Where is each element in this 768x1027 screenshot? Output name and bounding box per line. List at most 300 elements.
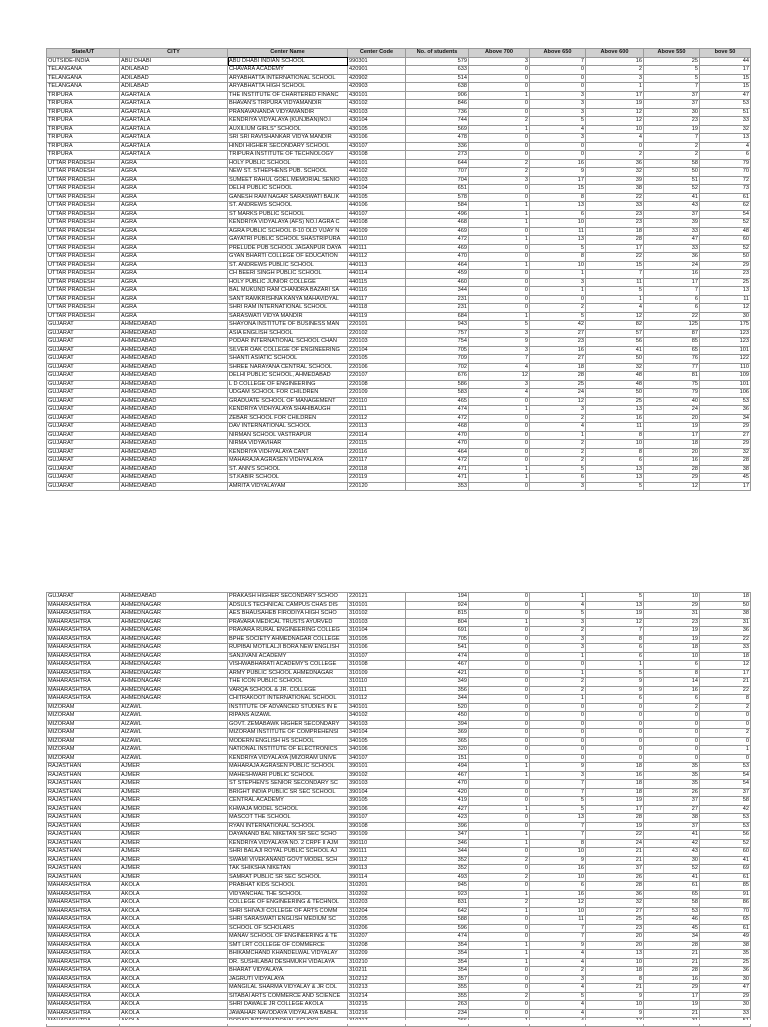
table-cell[interactable]: 0	[469, 142, 530, 151]
table-cell[interactable]: MAHARASHTRA	[47, 610, 120, 619]
table-cell[interactable]: 42	[700, 805, 751, 814]
table-cell[interactable]: 0	[469, 737, 530, 746]
table-cell[interactable]: MAHARASHTRA	[47, 924, 120, 933]
table-cell[interactable]: 12	[530, 397, 586, 406]
table-cell[interactable]: 1	[530, 695, 586, 704]
table-cell[interactable]: 25	[700, 278, 751, 287]
table-cell[interactable]: 25	[586, 916, 644, 925]
table-cell[interactable]: 25	[644, 57, 700, 66]
table-cell[interactable]: 0	[469, 304, 530, 313]
table-cell[interactable]: TRIPURA	[47, 108, 120, 117]
table-cell[interactable]: 754	[406, 338, 469, 347]
table-cell[interactable]: 6	[700, 151, 751, 160]
table-cell[interactable]: 6	[530, 474, 586, 483]
table-cell[interactable]: KENDRIYA VIDHYALAYA CANT	[228, 448, 348, 457]
table-cell[interactable]: 17	[530, 176, 586, 185]
table-cell[interactable]: GUJARAT	[47, 346, 120, 355]
table-cell[interactable]: AKOLA	[120, 1001, 228, 1010]
table-cell[interactable]: 0	[469, 669, 530, 678]
table-cell[interactable]: BAL MUKUND RAM CHANDRA BAZARI SA	[228, 287, 348, 296]
table-cell[interactable]: 470	[406, 780, 469, 789]
table-cell[interactable]: 310201	[348, 882, 406, 891]
table-cell[interactable]: 47	[644, 236, 700, 245]
table-cell[interactable]: 10	[530, 219, 586, 228]
table-cell[interactable]: 815	[406, 610, 469, 619]
table-cell[interactable]: 12	[700, 661, 751, 670]
table-cell[interactable]: AGRA	[120, 261, 228, 270]
table-cell[interactable]: UTTAR PRADESH	[47, 312, 120, 321]
table-cell[interactable]: 2	[530, 448, 586, 457]
table-cell[interactable]: 220113	[348, 423, 406, 432]
table-cell[interactable]: AGRA PUBLIC SCHOOL 8-10 OLD VIJAY N	[228, 227, 348, 236]
table-cell[interactable]: MAHARASHTRA	[47, 678, 120, 687]
table-cell[interactable]: NIRMAN SCHOOL VASTRAPUR	[228, 431, 348, 440]
table-cell[interactable]: 17	[644, 992, 700, 1001]
table-cell[interactable]: 0	[469, 66, 530, 75]
table-cell[interactable]: AGARTALA	[120, 134, 228, 143]
table-cell[interactable]: 0	[530, 661, 586, 670]
table-cell[interactable]: 37	[586, 865, 644, 874]
table-cell[interactable]: 8	[530, 193, 586, 202]
table-cell[interactable]: 28	[586, 882, 644, 891]
table-cell[interactable]: 60	[700, 848, 751, 857]
table-cell[interactable]: 58	[644, 899, 700, 908]
table-cell[interactable]: 8	[700, 695, 751, 704]
table-cell[interactable]: 18	[586, 780, 644, 789]
table-cell[interactable]: 32	[586, 363, 644, 372]
table-cell[interactable]: 310210	[348, 958, 406, 967]
table-cell[interactable]: 4	[530, 1009, 586, 1018]
table-cell[interactable]: 51	[700, 108, 751, 117]
table-cell[interactable]: RAJASTHAN	[47, 831, 120, 840]
table-cell[interactable]: 2	[586, 151, 644, 160]
table-cell[interactable]: 18	[700, 593, 751, 602]
table-cell[interactable]: AHMEDABAD	[120, 355, 228, 364]
table-cell[interactable]: 1	[469, 474, 530, 483]
table-cell[interactable]: 474	[406, 652, 469, 661]
table-cell[interactable]: 53	[700, 397, 751, 406]
table-cell[interactable]: 1	[469, 958, 530, 967]
table-cell[interactable]: MODERN ENGLISH HS SCHOOL	[228, 737, 348, 746]
table-cell[interactable]: UTTAR PRADESH	[47, 159, 120, 168]
table-cell[interactable]: AGARTALA	[120, 91, 228, 100]
table-cell[interactable]: 5	[530, 797, 586, 806]
table-cell[interactable]: 310211	[348, 967, 406, 976]
table-cell[interactable]: 9	[530, 941, 586, 950]
table-cell[interactable]: 0	[469, 933, 530, 942]
table-cell[interactable]: 23	[700, 270, 751, 279]
table-cell[interactable]: 19	[586, 610, 644, 619]
table-cell[interactable]: MAHARASHTRA	[47, 890, 120, 899]
table-cell[interactable]: 151	[406, 754, 469, 763]
table-cell[interactable]: 28	[700, 457, 751, 466]
table-cell[interactable]: SUMEET RAHUL GOEL MEMORIAL SENIO	[228, 176, 348, 185]
table-cell[interactable]: 3	[530, 482, 586, 491]
table-cell[interactable]: 676	[406, 372, 469, 381]
table-cell[interactable]: 3	[469, 329, 530, 338]
table-cell[interactable]: 336	[406, 142, 469, 151]
table-cell[interactable]: AKOLA	[120, 941, 228, 950]
table-cell[interactable]: 0	[469, 610, 530, 619]
table-cell[interactable]: 440104	[348, 185, 406, 194]
table-cell[interactable]: 0	[530, 703, 586, 712]
table-cell[interactable]: 0	[469, 814, 530, 823]
table-cell[interactable]: 123	[700, 329, 751, 338]
table-cell[interactable]: AJMER	[120, 822, 228, 831]
table-cell[interactable]: 91	[700, 890, 751, 899]
table-cell[interactable]: 41	[644, 831, 700, 840]
table-cell[interactable]: 19	[586, 822, 644, 831]
table-cell[interactable]: 54	[700, 210, 751, 219]
table-cell[interactable]: 6	[530, 210, 586, 219]
table-cell[interactable]: 2	[469, 899, 530, 908]
table-cell[interactable]: NEW ST. STHEPHENS PUB. SCHOOL	[228, 168, 348, 177]
table-cell[interactable]: 35	[700, 950, 751, 959]
table-cell[interactable]: 10	[586, 1001, 644, 1010]
table-cell[interactable]: 16	[644, 975, 700, 984]
table-cell[interactable]: GUJARAT	[47, 431, 120, 440]
table-cell[interactable]: 310107	[348, 652, 406, 661]
table-cell[interactable]: 220107	[348, 372, 406, 381]
table-cell[interactable]: 420901	[348, 66, 406, 75]
table-cell[interactable]: 7	[530, 780, 586, 789]
table-cell[interactable]: 0	[469, 151, 530, 160]
table-cell[interactable]: 30	[644, 108, 700, 117]
table-cell[interactable]: 440105	[348, 193, 406, 202]
table-cell[interactable]: 231	[406, 295, 469, 304]
table-cell[interactable]: MAHARASHTRA	[47, 652, 120, 661]
table-cell[interactable]: 220117	[348, 457, 406, 466]
table-cell[interactable]: 3	[530, 618, 586, 627]
table-cell[interactable]: MAHESHWARI PUBLIC SCHOOL	[228, 771, 348, 780]
table-cell[interactable]: 3	[530, 91, 586, 100]
table-cell[interactable]: GANESH RAM NAGAR SARASWATI BALIK	[228, 193, 348, 202]
table-cell[interactable]: 0	[469, 134, 530, 143]
table-cell[interactable]: 12	[586, 108, 644, 117]
table-cell[interactable]: 430107	[348, 142, 406, 151]
table-cell[interactable]: AKOLA	[120, 1009, 228, 1018]
table-cell[interactable]: SMT LRT COLLEGE OF COMMERCE	[228, 941, 348, 950]
table-cell[interactable]: 0	[469, 916, 530, 925]
table-cell[interactable]: 440113	[348, 261, 406, 270]
table-cell[interactable]: 220112	[348, 414, 406, 423]
table-cell[interactable]: 390105	[348, 797, 406, 806]
table-cell[interactable]: GUJARAT	[47, 593, 120, 602]
table-cell[interactable]: AIZAWL	[120, 703, 228, 712]
table-cell[interactable]: 460	[406, 278, 469, 287]
table-cell[interactable]: MAHARASHTRA	[47, 644, 120, 653]
table-cell[interactable]: KENDRIYA VIDYALAYA NO. 2 CRPF II AJM	[228, 839, 348, 848]
table-cell[interactable]: 21	[644, 1009, 700, 1018]
table-cell[interactable]: SAMRAT PUBLIC SR SEC SCHOOL	[228, 873, 348, 882]
table-cell[interactable]: AHMEDABAD	[120, 457, 228, 466]
table-cell[interactable]: 13	[700, 287, 751, 296]
table-cell[interactable]: 1	[469, 406, 530, 415]
table-cell[interactable]: AJMER	[120, 865, 228, 874]
table-cell[interactable]: AJMER	[120, 831, 228, 840]
table-cell[interactable]: 39	[586, 176, 644, 185]
table-cell[interactable]: UTTAR PRADESH	[47, 253, 120, 262]
table-cell[interactable]: TRIPURA	[47, 117, 120, 126]
table-cell[interactable]: AKOLA	[120, 899, 228, 908]
table-cell[interactable]: 11	[530, 227, 586, 236]
table-cell[interactable]: NIRMA VIDYAVIHAR	[228, 440, 348, 449]
table-cell[interactable]: PRABHAT KIDS SCHOOL	[228, 882, 348, 891]
table-cell[interactable]: 520	[406, 703, 469, 712]
table-cell[interactable]: 18	[586, 788, 644, 797]
table-cell[interactable]: 1	[586, 295, 644, 304]
table-cell[interactable]: ST MARKS PUBLIC SCHOOL	[228, 210, 348, 219]
table-cell[interactable]: 24	[644, 261, 700, 270]
table-cell[interactable]: GYAN BHARTI COLLEGE OF EDUCATION	[228, 253, 348, 262]
table-cell[interactable]: AHMEDABAD	[120, 321, 228, 330]
table-cell[interactable]: DAV INTERNATIONAL SCHOOL	[228, 423, 348, 432]
table-cell[interactable]: 0	[586, 712, 644, 721]
table-cell[interactable]: AGRA	[120, 159, 228, 168]
table-cell[interactable]: 3	[469, 380, 530, 389]
table-cell[interactable]: AKOLA	[120, 958, 228, 967]
table-cell[interactable]: 33	[644, 227, 700, 236]
table-cell[interactable]: 0	[469, 627, 530, 636]
table-cell[interactable]: 19	[586, 797, 644, 806]
table-cell[interactable]: 33	[700, 1009, 751, 1018]
table-cell[interactable]: UTTAR PRADESH	[47, 219, 120, 228]
table-cell[interactable]: 369	[406, 729, 469, 738]
table-cell[interactable]: 263	[406, 1001, 469, 1010]
table-cell[interactable]: RAJASTHAN	[47, 805, 120, 814]
table-cell[interactable]: 125	[644, 321, 700, 330]
table-cell[interactable]: 390101	[348, 763, 406, 772]
table-cell[interactable]: 394	[406, 720, 469, 729]
table-cell[interactable]: 50	[586, 355, 644, 364]
table-cell[interactable]: 2	[586, 66, 644, 75]
table-cell[interactable]: RAJASTHAN	[47, 873, 120, 882]
table-cell[interactable]: 37	[644, 822, 700, 831]
table-cell[interactable]: 2	[469, 117, 530, 126]
table-cell[interactable]: AGRA	[120, 244, 228, 253]
table-cell[interactable]: 72	[700, 176, 751, 185]
table-cell[interactable]: 340106	[348, 746, 406, 755]
table-cell[interactable]: 17	[586, 805, 644, 814]
table-cell[interactable]: 220110	[348, 397, 406, 406]
table-cell[interactable]: 220101	[348, 321, 406, 330]
table-cell[interactable]: 70	[700, 907, 751, 916]
table-cell[interactable]: UTTAR PRADESH	[47, 287, 120, 296]
table-cell[interactable]: AHMEDABAD	[120, 380, 228, 389]
table-cell[interactable]: 34	[644, 933, 700, 942]
table-cell[interactable]: 467	[406, 771, 469, 780]
table-cell[interactable]: 81	[644, 372, 700, 381]
table-cell[interactable]: 22	[586, 253, 644, 262]
table-cell[interactable]: 31	[700, 618, 751, 627]
table-cell[interactable]: 0	[469, 635, 530, 644]
table-cell[interactable]: 421	[406, 669, 469, 678]
table-cell[interactable]: 651	[406, 185, 469, 194]
table-cell[interactable]: 220106	[348, 363, 406, 372]
table-cell[interactable]: 220115	[348, 440, 406, 449]
table-cell[interactable]: RUPIBAI MOTILALJI BORA NEW ENGLISH	[228, 644, 348, 653]
table-cell[interactable]: ARMY PUBLIC SCHOOL AHMEDNAGAR	[228, 669, 348, 678]
table-cell[interactable]: CHITRAKOOT INTERNATIONAL SCHOOL	[228, 695, 348, 704]
table-cell[interactable]: GUJARAT	[47, 329, 120, 338]
table-cell[interactable]: 459	[406, 270, 469, 279]
table-cell[interactable]: AKOLA	[120, 907, 228, 916]
table-cell[interactable]: 53	[644, 907, 700, 916]
table-cell[interactable]: 9	[469, 338, 530, 347]
table-cell[interactable]: 2	[644, 703, 700, 712]
table-cell[interactable]: 1	[469, 202, 530, 211]
table-cell[interactable]: 702	[406, 363, 469, 372]
table-cell[interactable]: 27	[586, 907, 644, 916]
table-cell[interactable]: 0	[469, 287, 530, 296]
table-cell[interactable]: 36	[700, 627, 751, 636]
table-cell[interactable]: 1	[469, 907, 530, 916]
table-cell[interactable]: 354	[406, 967, 469, 976]
table-cell[interactable]: 18	[530, 363, 586, 372]
table-cell[interactable]: 0	[586, 729, 644, 738]
table-cell[interactable]: AHMEDABAD	[120, 338, 228, 347]
table-cell[interactable]: 76	[644, 355, 700, 364]
table-cell[interactable]: GUJARAT	[47, 372, 120, 381]
table-cell[interactable]: 3	[530, 278, 586, 287]
table-cell[interactable]: 52	[644, 865, 700, 874]
table-cell[interactable]: 28	[586, 814, 644, 823]
table-cell[interactable]: 390110	[348, 839, 406, 848]
table-cell[interactable]: 1	[530, 287, 586, 296]
table-cell[interactable]: 8	[530, 253, 586, 262]
table-cell[interactable]: 10	[530, 848, 586, 857]
table-cell[interactable]: 1	[469, 839, 530, 848]
table-cell[interactable]: 0	[469, 253, 530, 262]
table-cell[interactable]: 514	[406, 74, 469, 83]
table-cell[interactable]: 310214	[348, 992, 406, 1001]
table-cell[interactable]: 1	[586, 83, 644, 92]
table-cell[interactable]: 4	[530, 423, 586, 432]
table-cell[interactable]: 320	[406, 746, 469, 755]
table-cell[interactable]: 24	[644, 406, 700, 415]
table-cell[interactable]: 5	[530, 805, 586, 814]
table-cell[interactable]: 13	[586, 406, 644, 415]
table-cell[interactable]: 6	[644, 295, 700, 304]
table-cell[interactable]: 0	[469, 678, 530, 687]
table-cell[interactable]: 2	[469, 992, 530, 1001]
table-cell[interactable]: 7	[586, 270, 644, 279]
table-cell[interactable]: 4	[530, 1001, 586, 1010]
table-cell[interactable]: AHMEDABAD	[120, 363, 228, 372]
table-cell[interactable]: AGRA	[120, 210, 228, 219]
table-cell[interactable]: AGRA	[120, 278, 228, 287]
table-cell[interactable]: 16	[586, 57, 644, 66]
table-cell[interactable]: 390111	[348, 848, 406, 857]
table-cell[interactable]: 0	[469, 797, 530, 806]
table-cell[interactable]: 28	[644, 941, 700, 950]
table-cell[interactable]: GUJARAT	[47, 363, 120, 372]
table-cell[interactable]: 2	[700, 729, 751, 738]
table-cell[interactable]: 468	[406, 423, 469, 432]
table-cell[interactable]: 20	[586, 941, 644, 950]
table-cell[interactable]: GUJARAT	[47, 380, 120, 389]
table-cell[interactable]: 310112	[348, 695, 406, 704]
table-cell[interactable]: 194	[406, 593, 469, 602]
table-cell[interactable]: 50	[644, 168, 700, 177]
table-cell[interactable]: AHMEDNAGAR	[120, 669, 228, 678]
table-cell[interactable]: 3	[469, 176, 530, 185]
table-cell[interactable]: 48	[586, 372, 644, 381]
table-cell[interactable]: MAHARASHTRA	[47, 992, 120, 1001]
table-cell[interactable]: 583	[406, 389, 469, 398]
table-cell[interactable]: 4	[530, 958, 586, 967]
table-cell[interactable]: 390113	[348, 865, 406, 874]
table-cell[interactable]: 496	[406, 210, 469, 219]
table-cell[interactable]: 53	[700, 814, 751, 823]
table-cell[interactable]: 35	[644, 771, 700, 780]
table-cell[interactable]: ST.KABIR SCHOOL	[228, 474, 348, 483]
table-cell[interactable]: 61	[644, 882, 700, 891]
table-cell[interactable]: AGRA	[120, 270, 228, 279]
table-cell[interactable]: AHMEDABAD	[120, 440, 228, 449]
table-cell[interactable]: 1	[530, 669, 586, 678]
table-cell[interactable]: CHAVARA ACADEMY	[228, 66, 348, 75]
table-cell[interactable]: 41	[644, 193, 700, 202]
table-cell[interactable]: 22	[700, 686, 751, 695]
table-cell[interactable]: 736	[406, 108, 469, 117]
table-cell[interactable]: CENTRAL ACADEMY	[228, 797, 348, 806]
table-cell[interactable]: 4	[469, 363, 530, 372]
table-cell[interactable]: 32	[700, 125, 751, 134]
table-cell[interactable]: 310110	[348, 678, 406, 687]
table-cell[interactable]: THE ICON PUBLIC SCHOOL	[228, 678, 348, 687]
table-cell[interactable]: 13	[530, 202, 586, 211]
table-cell[interactable]: 310103	[348, 618, 406, 627]
table-cell[interactable]: 220114	[348, 431, 406, 440]
table-cell[interactable]: 220105	[348, 355, 406, 364]
table-cell[interactable]: 79	[700, 159, 751, 168]
table-cell[interactable]: 10	[530, 873, 586, 882]
table-cell[interactable]: 19	[644, 125, 700, 134]
table-cell[interactable]: 9	[586, 686, 644, 695]
table-cell[interactable]: 365	[406, 737, 469, 746]
table-cell[interactable]: AKOLA	[120, 924, 228, 933]
table-cell[interactable]: UTTAR PRADESH	[47, 185, 120, 194]
table-cell[interactable]: UTTAR PRADESH	[47, 295, 120, 304]
table-cell[interactable]: 390104	[348, 788, 406, 797]
table-cell[interactable]: 0	[469, 712, 530, 721]
table-cell[interactable]: 28	[530, 372, 586, 381]
table-cell[interactable]: 11	[586, 423, 644, 432]
table-cell[interactable]: 1	[469, 210, 530, 219]
table-cell[interactable]: AKOLA	[120, 950, 228, 959]
table-cell[interactable]: AHMEDNAGAR	[120, 652, 228, 661]
table-cell[interactable]: 26	[586, 873, 644, 882]
table-cell[interactable]: 37	[644, 91, 700, 100]
table-cell[interactable]: 310109	[348, 669, 406, 678]
table-cell[interactable]: 9	[530, 168, 586, 177]
table-cell[interactable]: RAJASTHAN	[47, 839, 120, 848]
table-cell[interactable]: TRIPURA	[47, 100, 120, 109]
table-cell[interactable]: 16	[644, 270, 700, 279]
table-cell[interactable]: 0	[469, 601, 530, 610]
table-cell[interactable]: 472	[406, 414, 469, 423]
table-cell[interactable]: AKOLA	[120, 882, 228, 891]
table-cell[interactable]: 32	[586, 168, 644, 177]
table-cell[interactable]: MAHARASHTRA	[47, 958, 120, 967]
table-cell[interactable]: 423	[406, 814, 469, 823]
table-cell[interactable]: RAJASTHAN	[47, 771, 120, 780]
table-cell[interactable]: 2	[530, 678, 586, 687]
table-cell[interactable]: AIZAWL	[120, 746, 228, 755]
table-cell[interactable]: MIZORAM	[47, 703, 120, 712]
table-cell[interactable]: MAHARASHTRA	[47, 975, 120, 984]
